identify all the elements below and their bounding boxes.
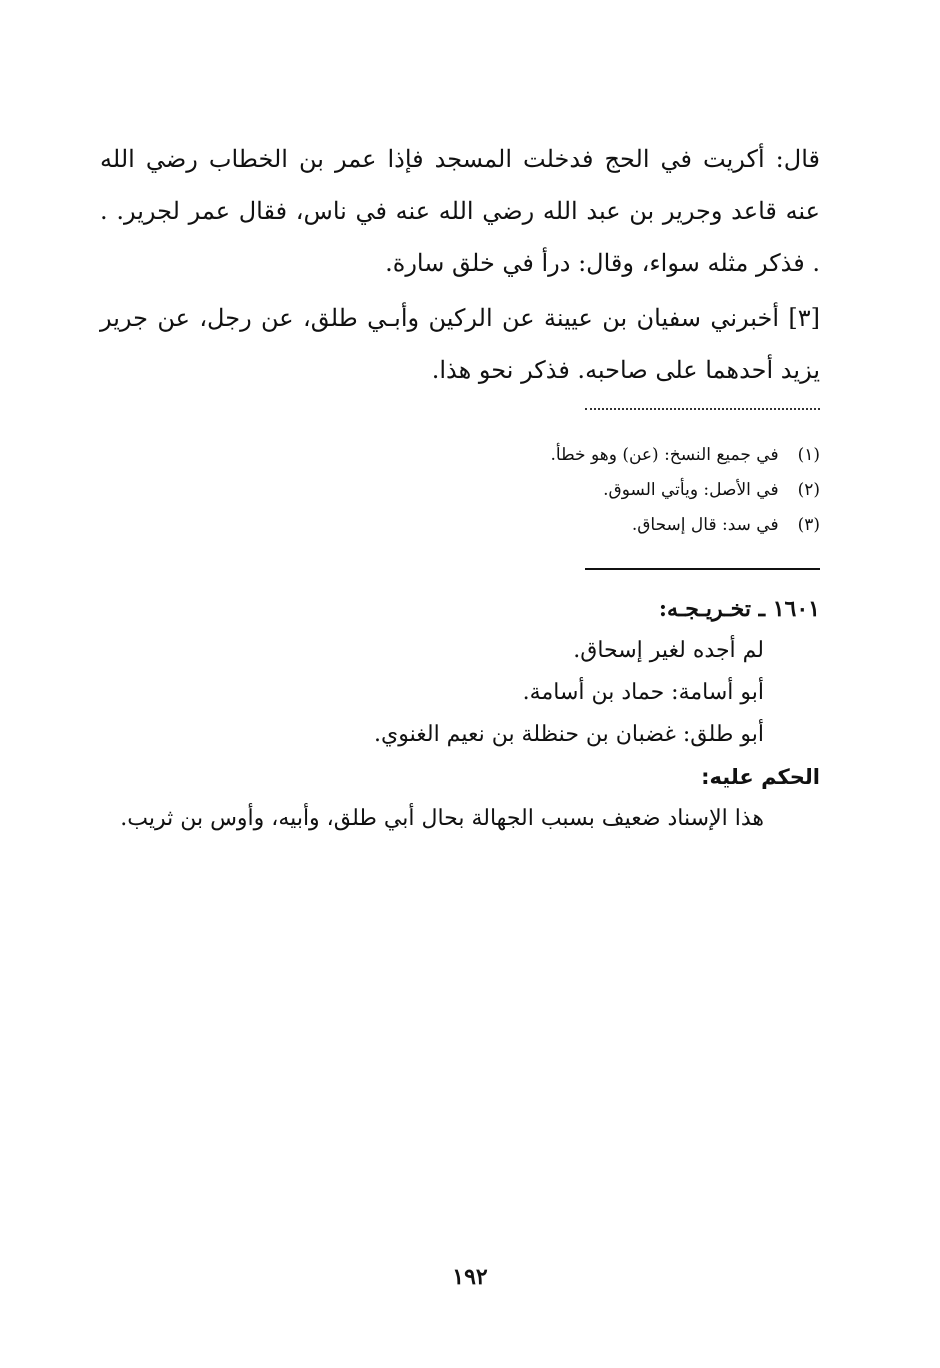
footnote-text: في الأصل: ويأتي السوق.: [603, 480, 779, 500]
takhrij-section: [100, 588, 820, 840]
main-paragraph-1: قال: أكريت في الحج فدخلت المسجد فإذا عمر بن الخطاب رضي الله عنه قاعد وجرير بن عبد الله رضي الله عنه في ناس، فقال عمر لجرير. . . فذكر مثله سواء، وقال: درأ في خلق سارة.: [100, 145, 820, 277]
footnote-text: في سد: قال إسحاق.: [631, 515, 779, 535]
takhrij-line: أبو طلق: غضبان بن حنظلة بن نعيم الغنوي.: [374, 722, 764, 747]
hukm-text: هذا الإسناد ضعيف بسبب الجهالة بحال أبي طلق، وأبيه، وأوس بن ثريب.: [120, 806, 764, 831]
footnote-number: (٢): [797, 480, 820, 500]
footnote-item: [300, 473, 820, 508]
section-divider: [585, 568, 820, 570]
takhrij-line: أبو أسامة: حماد بن أسامة.: [522, 680, 764, 705]
page-number: ١٩٢: [452, 1264, 488, 1290]
footnote-separator-dots: [585, 408, 820, 412]
takhrij-line: لم أجده لغير إسحاق.: [573, 638, 764, 663]
footnote-item: [300, 438, 820, 473]
hukm-heading: الحكم عليه:: [701, 765, 820, 789]
main-paragraph-2: [٣] أخبرني سفيان بن عيينة عن الركين وأبـي طلق، عن رجل، عن جرير يزيد أحدهما على صاحبه. فذكر نحو هذا.: [100, 304, 820, 384]
footnotes-list: [300, 438, 820, 543]
footnote-number: (١): [797, 445, 820, 465]
footnote-number: (٣): [797, 515, 820, 535]
takhrij-heading: ١٦٠١ ـ تخـريـجـه:: [658, 596, 820, 622]
footnote-text: في جميع النسخ: (عن) وهو خطأ.: [550, 445, 779, 465]
footnote-item: [300, 508, 820, 543]
